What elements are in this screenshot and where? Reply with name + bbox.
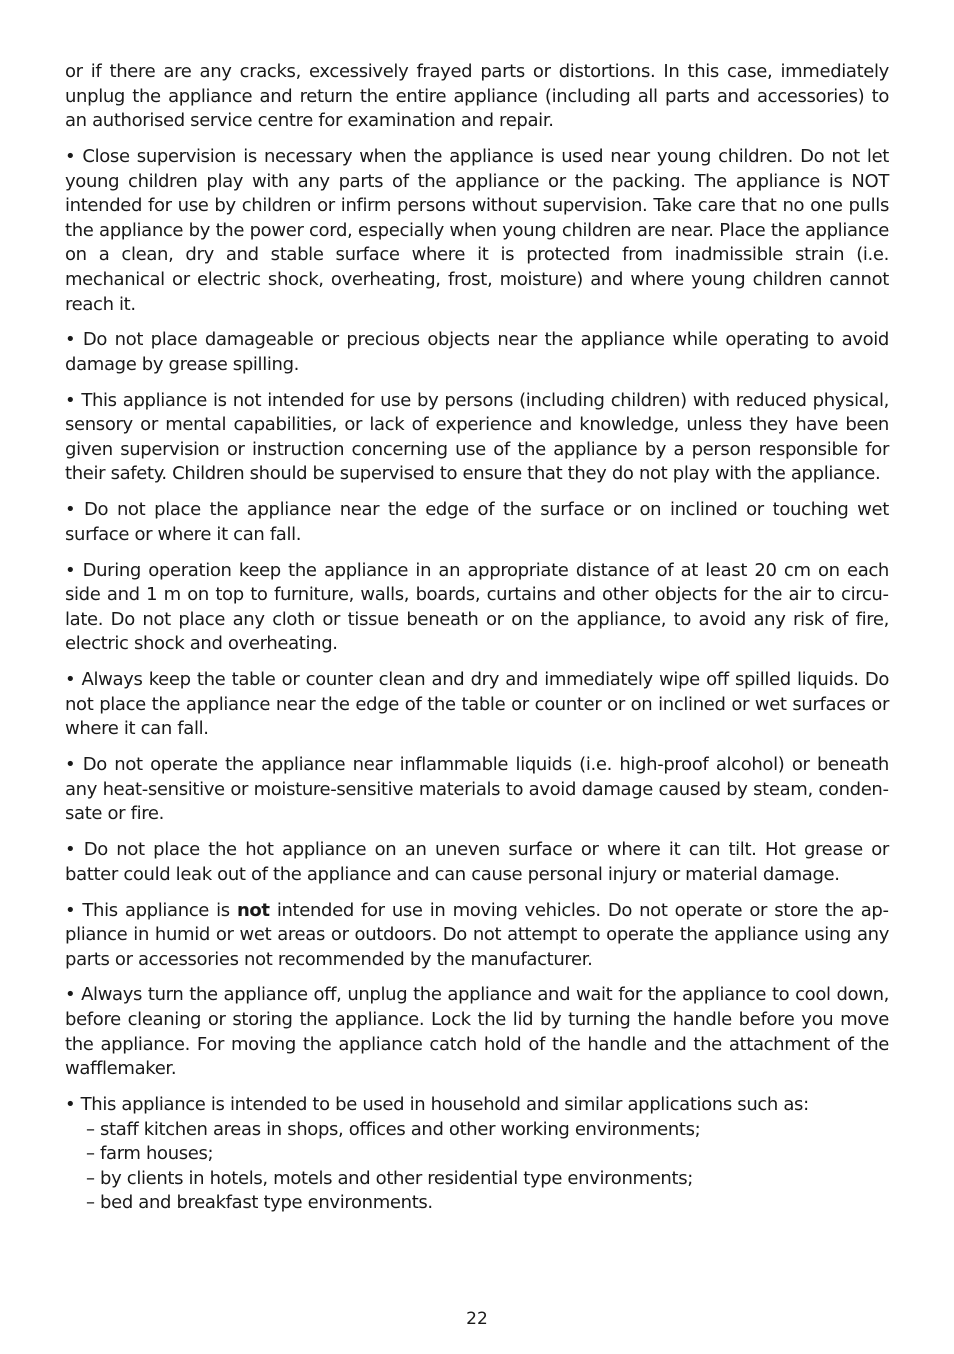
paragraph-hot-appliance: • Do not place the hot appliance on an uneven surface or where it can tilt. Hot grease or batter could leak out of the appliance and can cause personal injury or material damage. — [65, 839, 889, 885]
paragraph-cool-down: • Always turn the appliance off, unplug the appliance and wait for the appliance to cool down, before cleaning or storing the appliance. Lock the lid by turning the handle before you move the appliance. For moving the appliance catch hold of the handle and the attachment of the wafflemaker. — [65, 984, 889, 1080]
paragraph-damage-check: or if there are any cracks, excessively frayed parts or distortions. In this case, immediately unplug the appliance and return the entire appliance (including all parts and accessories) to an authorised service centre for examination and repair. — [65, 61, 889, 132]
paragraph-surface-edge: • Do not place the appliance near the edge of the surface or on inclined or touching wet surface or where it can fall. — [65, 499, 889, 545]
paragraph-precious-objects: • Do not place damageable or precious objects near the appliance while operating to avoid damage by grease spilling. — [65, 329, 889, 375]
paragraph-inflammable: • Do not operate the appliance near inflammable liquids (i.e. high-proof alcohol) or beneath any heat-sensitive or moisture-sensitive materials to avoid damage caused by steam, condensate or fire. — [65, 754, 889, 825]
vehicles-text-bold: not — [236, 899, 270, 921]
vehicles-text-after: intended for use in moving vehicles. Do not operate or store the appliance in humid or wet areas or outdoors. Do not attempt to operate the appliance using any parts or accessories not recommended by the manufacturer. — [65, 899, 889, 970]
list-item: – by clients in hotels, motels and other residential type environments; — [86, 1167, 693, 1189]
household-applications-list — [65, 1118, 889, 1216]
paragraph-household-intro: • This appliance is intended to be used in household and similar applications such as: — [65, 1094, 809, 1116]
paragraph-counter-clean: • Always keep the table or counter clean and dry and immediately wipe off spilled liquids. Do not place the appliance near the edge of the table or counter or on inclined or wet surfaces or where it can fall. — [65, 669, 889, 740]
paragraph-child-supervision: • Close supervision is necessary when the appliance is used near young children. Do not let young children play with any parts of the appliance or the packing. The appliance is NOT intended for use by children or infirm persons without supervision. Take care that no one pulls the appliance by the power cord, especially when young children are near. Place the appliance on a clean, dry and stable surface where it is protected from inadmissible strain (i.e. mechanical or electric shock, overheating, frost, moisture) and where young children cannot reach it. — [65, 145, 889, 315]
manual-page-body — [65, 60, 889, 1216]
paragraph-moving-vehicles — [65, 899, 889, 973]
vehicles-text-before: • This appliance is — [65, 899, 237, 921]
list-item: – farm houses; — [86, 1143, 214, 1165]
paragraph-reduced-capabilities: • This appliance is not intended for use by persons (including children) with reduced physical, sensory or mental capabilities, or lack of experience and knowledge, unless they have been given supervision or instruction concerning use of the appliance by a person responsible for their safety. Children should be supervised to ensure that they do not play with the appliance. — [65, 389, 889, 485]
list-item: – staff kitchen areas in shops, offices and other working environments; — [86, 1118, 701, 1140]
page-number: 22 — [466, 1309, 488, 1329]
paragraph-distance: • During operation keep the appliance in an appropriate distance of at least 20 cm on each side and 1 m on top to furniture, walls, boards, curtains and other objects for the air to circulate. Do not place any cloth or tissue beneath or on the appliance, to avoid any risk of fire, electric shock and overheating. — [65, 559, 889, 655]
list-item: – bed and breakfast type environments. — [86, 1192, 433, 1214]
